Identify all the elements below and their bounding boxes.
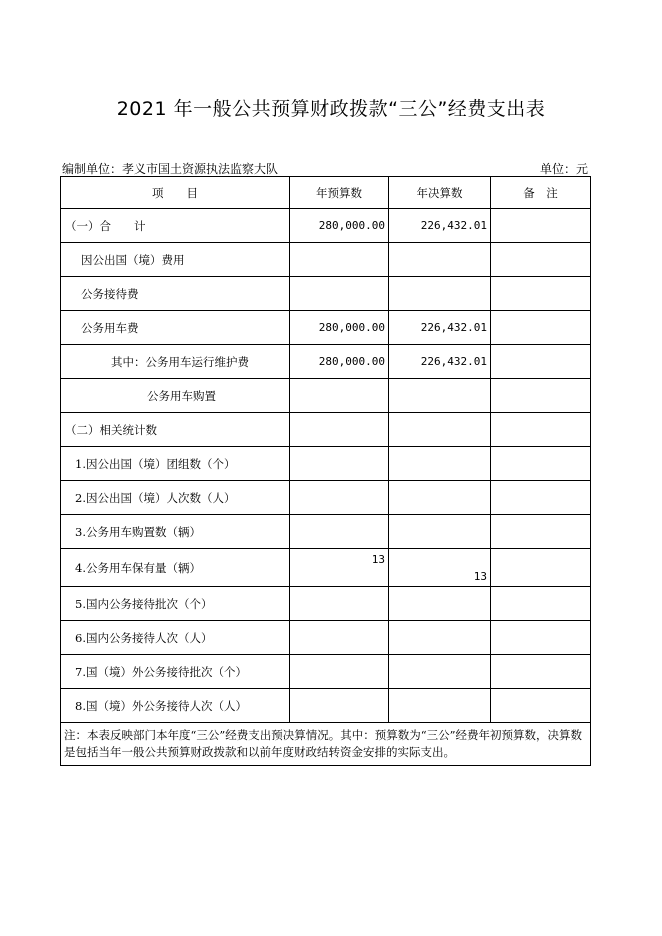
table-row <box>61 413 591 447</box>
table-row <box>61 379 591 413</box>
row-remark <box>491 481 591 515</box>
row-item: 7.国（境）外公务接待批次（个） <box>61 655 290 689</box>
row-remark <box>491 689 591 723</box>
row-budget <box>290 481 389 515</box>
row-remark <box>491 277 591 311</box>
row-budget <box>290 587 389 621</box>
row-final <box>389 655 491 689</box>
table-row <box>61 447 591 481</box>
currency-unit: 单位：元 <box>539 162 588 176</box>
header-final: 年决算数 <box>389 177 491 209</box>
table-row <box>61 689 591 723</box>
header-item: 项 目 <box>61 177 290 209</box>
row-budget <box>290 515 389 549</box>
row-item: 其中：公务用车运行维护费 <box>61 345 290 379</box>
row-final <box>389 379 491 413</box>
row-item: 8.国（境）外公务接待人次（人） <box>61 689 290 723</box>
table-row <box>61 621 591 655</box>
row-remark <box>491 413 591 447</box>
row-budget <box>290 621 389 655</box>
row-final: 226,432.01 <box>389 311 491 345</box>
note-row <box>61 723 591 766</box>
page-title: 2021 年一般公共预算财政拨款“三公”经费支出表 <box>116 98 546 120</box>
row-remark <box>491 209 591 243</box>
row-final: 226,432.01 <box>389 209 491 243</box>
table-row <box>61 655 591 689</box>
row-item: 6.国内公务接待人次（人） <box>61 621 290 655</box>
row-item: 因公出国（境）费用 <box>61 243 290 277</box>
row-remark <box>491 243 591 277</box>
row-remark <box>491 345 591 379</box>
row-budget: 280,000.00 <box>290 209 389 243</box>
row-budget: 280,000.00 <box>290 345 389 379</box>
row-item: 5.国内公务接待批次（个） <box>61 587 290 621</box>
row-final <box>389 587 491 621</box>
row-item: 3.公务用车购置数（辆） <box>61 515 290 549</box>
table-row <box>61 587 591 621</box>
row-final <box>389 277 491 311</box>
row-budget <box>290 689 389 723</box>
row-final <box>389 481 491 515</box>
row-remark <box>491 447 591 481</box>
table-row <box>61 277 591 311</box>
table-row <box>61 345 591 379</box>
row-budget <box>290 243 389 277</box>
row-final <box>389 515 491 549</box>
row-budget: 280,000.00 <box>290 311 389 345</box>
compiling-unit: 编制单位：孝义市国土资源执法监察大队 <box>62 162 279 176</box>
row-final <box>389 621 491 655</box>
row-budget <box>290 413 389 447</box>
row-remark <box>491 621 591 655</box>
row-remark <box>491 379 591 413</box>
row-final <box>389 689 491 723</box>
row-final <box>389 413 491 447</box>
row-final <box>389 447 491 481</box>
expense-table <box>60 176 591 766</box>
row-remark <box>491 655 591 689</box>
table-row <box>61 243 591 277</box>
row-budget: 13 <box>290 549 389 587</box>
table-row <box>61 515 591 549</box>
row-budget <box>290 655 389 689</box>
row-remark <box>491 515 591 549</box>
row-remark <box>491 311 591 345</box>
table-note: 注：本表反映部门本年度“三公”经费支出预决算情况。其中：预算数为“三公”经费年初预算数，决算数是包括当年一般公共预算财政拨款和以前年度财政结转资金安排的实际支出。 <box>61 723 591 766</box>
header-budget: 年预算数 <box>290 177 389 209</box>
row-item: 2.因公出国（境）人次数（人） <box>61 481 290 515</box>
row-final: 226,432.01 <box>389 345 491 379</box>
table-row <box>61 481 591 515</box>
table-row <box>61 209 591 243</box>
row-item: 1.因公出国（境）团组数（个） <box>61 447 290 481</box>
row-budget <box>290 277 389 311</box>
row-remark <box>491 587 591 621</box>
table-header-row <box>61 177 591 209</box>
table-row <box>61 311 591 345</box>
row-item: （一）合 计 <box>61 209 290 243</box>
row-item: 公务用车费 <box>61 311 290 345</box>
table-row <box>61 549 591 587</box>
row-item: （二）相关统计数 <box>61 413 290 447</box>
row-budget <box>290 379 389 413</box>
row-item: 4.公务用车保有量（辆） <box>61 549 290 587</box>
row-final <box>389 243 491 277</box>
row-remark <box>491 549 591 587</box>
row-item: 公务接待费 <box>61 277 290 311</box>
row-final: 13 <box>389 549 491 587</box>
row-item: 公务用车购置 <box>61 379 290 413</box>
row-budget <box>290 447 389 481</box>
header-remark: 备 注 <box>491 177 591 209</box>
